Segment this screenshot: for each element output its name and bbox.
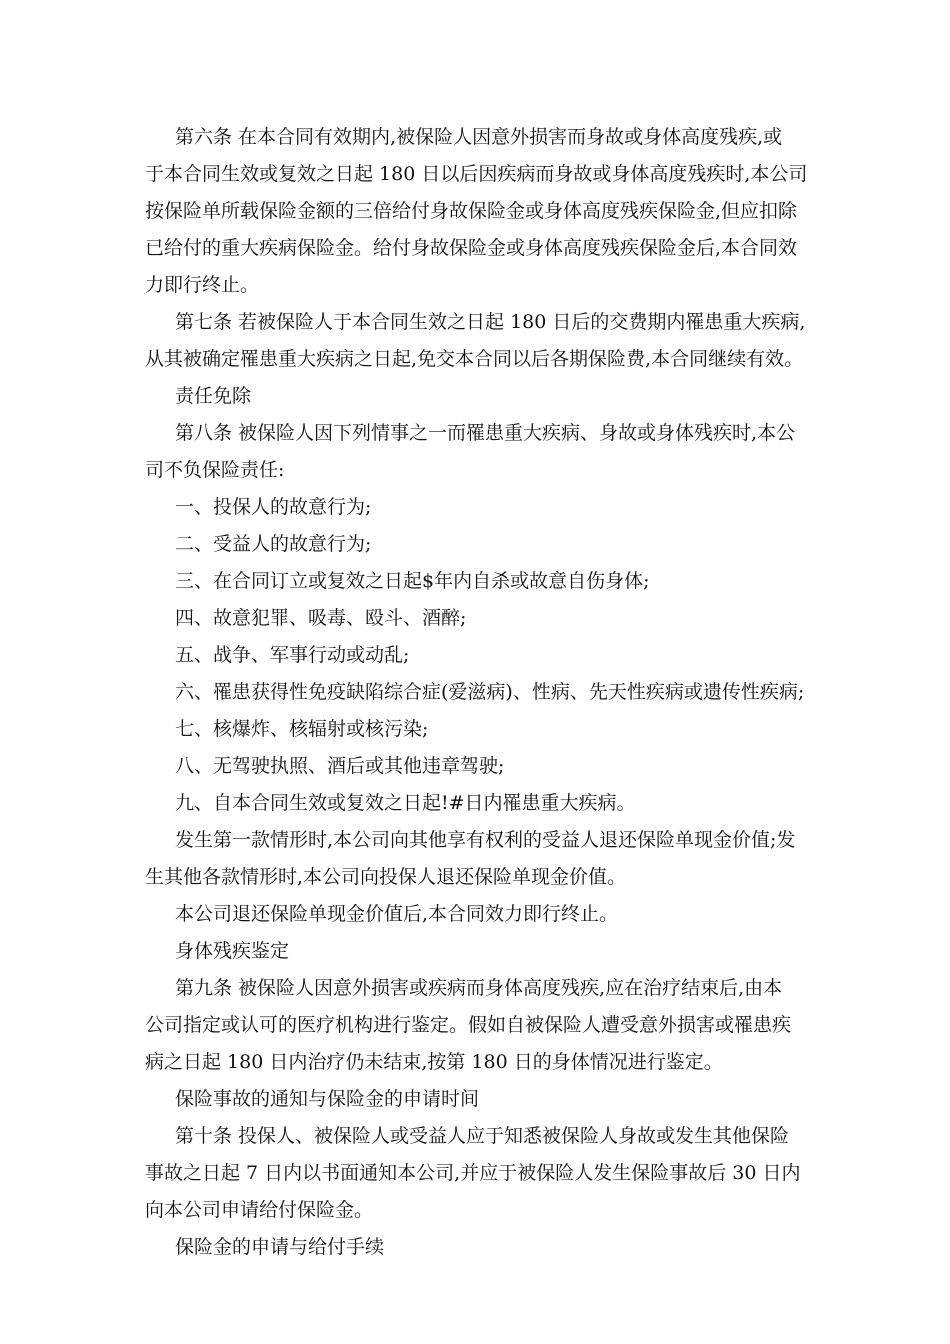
text-line: 第八条 被保险人因下列情事之一而罹患重大疾病、身故或身体残疾时,本公 (175, 422, 796, 444)
text-line: 病之日起 180 日内治疗仍未结束,按第 180 日的身体情况进行鉴定。 (145, 1051, 723, 1073)
list-item: 二、受益人的故意行为; (175, 533, 372, 555)
list-item: 七、核爆炸、核辐射或核污染; (175, 718, 429, 740)
text-line: 于本合同生效或复效之日起 180 日以后因疾病而身故或身体高度残疾时,本公司 (145, 163, 808, 185)
list-item: 三、在合同订立或复效之日起$年内自杀或故意自伤身体; (175, 570, 650, 592)
text-line: 事故之日起 7 日内以书面通知本公司,并应于被保险人发生保险事故后 30 日内 (145, 1162, 801, 1184)
list-item: 九、自本合同生效或复效之日起!#日内罹患重大疾病。 (175, 792, 636, 814)
text-line: 生其他各款情形时,本公司向投保人退还保险单现金价值。 (145, 866, 627, 888)
list-item: 六、罹患获得性免疫缺陷综合症(爱滋病)、性病、先天性疾病或遗传性疾病; (175, 681, 805, 703)
text-line: 司不负保险责任: (145, 459, 285, 481)
text-line: 第十条 投保人、被保险人或受益人应于知悉被保险人身故或发生其他保险 (175, 1125, 790, 1147)
text-line: 已给付的重大疾病保险金。给付身故保险金或身体高度残疾保险金后,本合同效 (145, 237, 798, 259)
text-line: 第六条 在本合同有效期内,被保险人因意外损害而身故或身体高度残疾,或 (175, 126, 783, 148)
section-heading: 身体残疾鉴定 (175, 940, 290, 962)
text-line: 向本公司申请给付保险金。 (145, 1199, 374, 1221)
list-item: 一、投保人的故意行为; (175, 496, 372, 518)
section-heading: 责任免除 (175, 385, 252, 407)
text-line: 从其被确定罹患重大疾病之日起,免交本合同以后各期保险费,本合同继续有效。 (145, 348, 804, 370)
text-line: 第七条 若被保险人于本合同生效之日起 180 日后的交费期内罹患重大疾病, (175, 311, 806, 333)
list-item: 四、故意犯罪、吸毒、殴斗、酒醉; (175, 607, 467, 629)
list-item: 五、战争、军事行动或动乱; (175, 644, 410, 666)
section-heading: 保险事故的通知与保险金的申请时间 (175, 1088, 480, 1110)
text-line: 力即行终止。 (145, 274, 260, 296)
section-heading: 保险金的申请与给付手续 (175, 1236, 385, 1258)
list-item: 八、无驾驶执照、酒后或其他违章驾驶; (175, 755, 505, 777)
text-line: 本公司退还保险单现金价值后,本合同效力即行终止。 (175, 903, 619, 925)
text-line: 按保险单所载保险金额的三倍给付身故保险金或身体高度残疾保险金,但应扣除 (145, 200, 798, 222)
text-line: 第九条 被保险人因意外损害或疾病而身体高度残疾,应在治疗结束后,由本 (175, 977, 783, 999)
text-line: 发生第一款情形时,本公司向其他享有权利的受益人退还保险单现金价值;发 (175, 829, 796, 851)
text-line: 公司指定或认可的医疗机构进行鉴定。假如自被保险人遭受意外损害或罹患疾 (145, 1014, 792, 1036)
